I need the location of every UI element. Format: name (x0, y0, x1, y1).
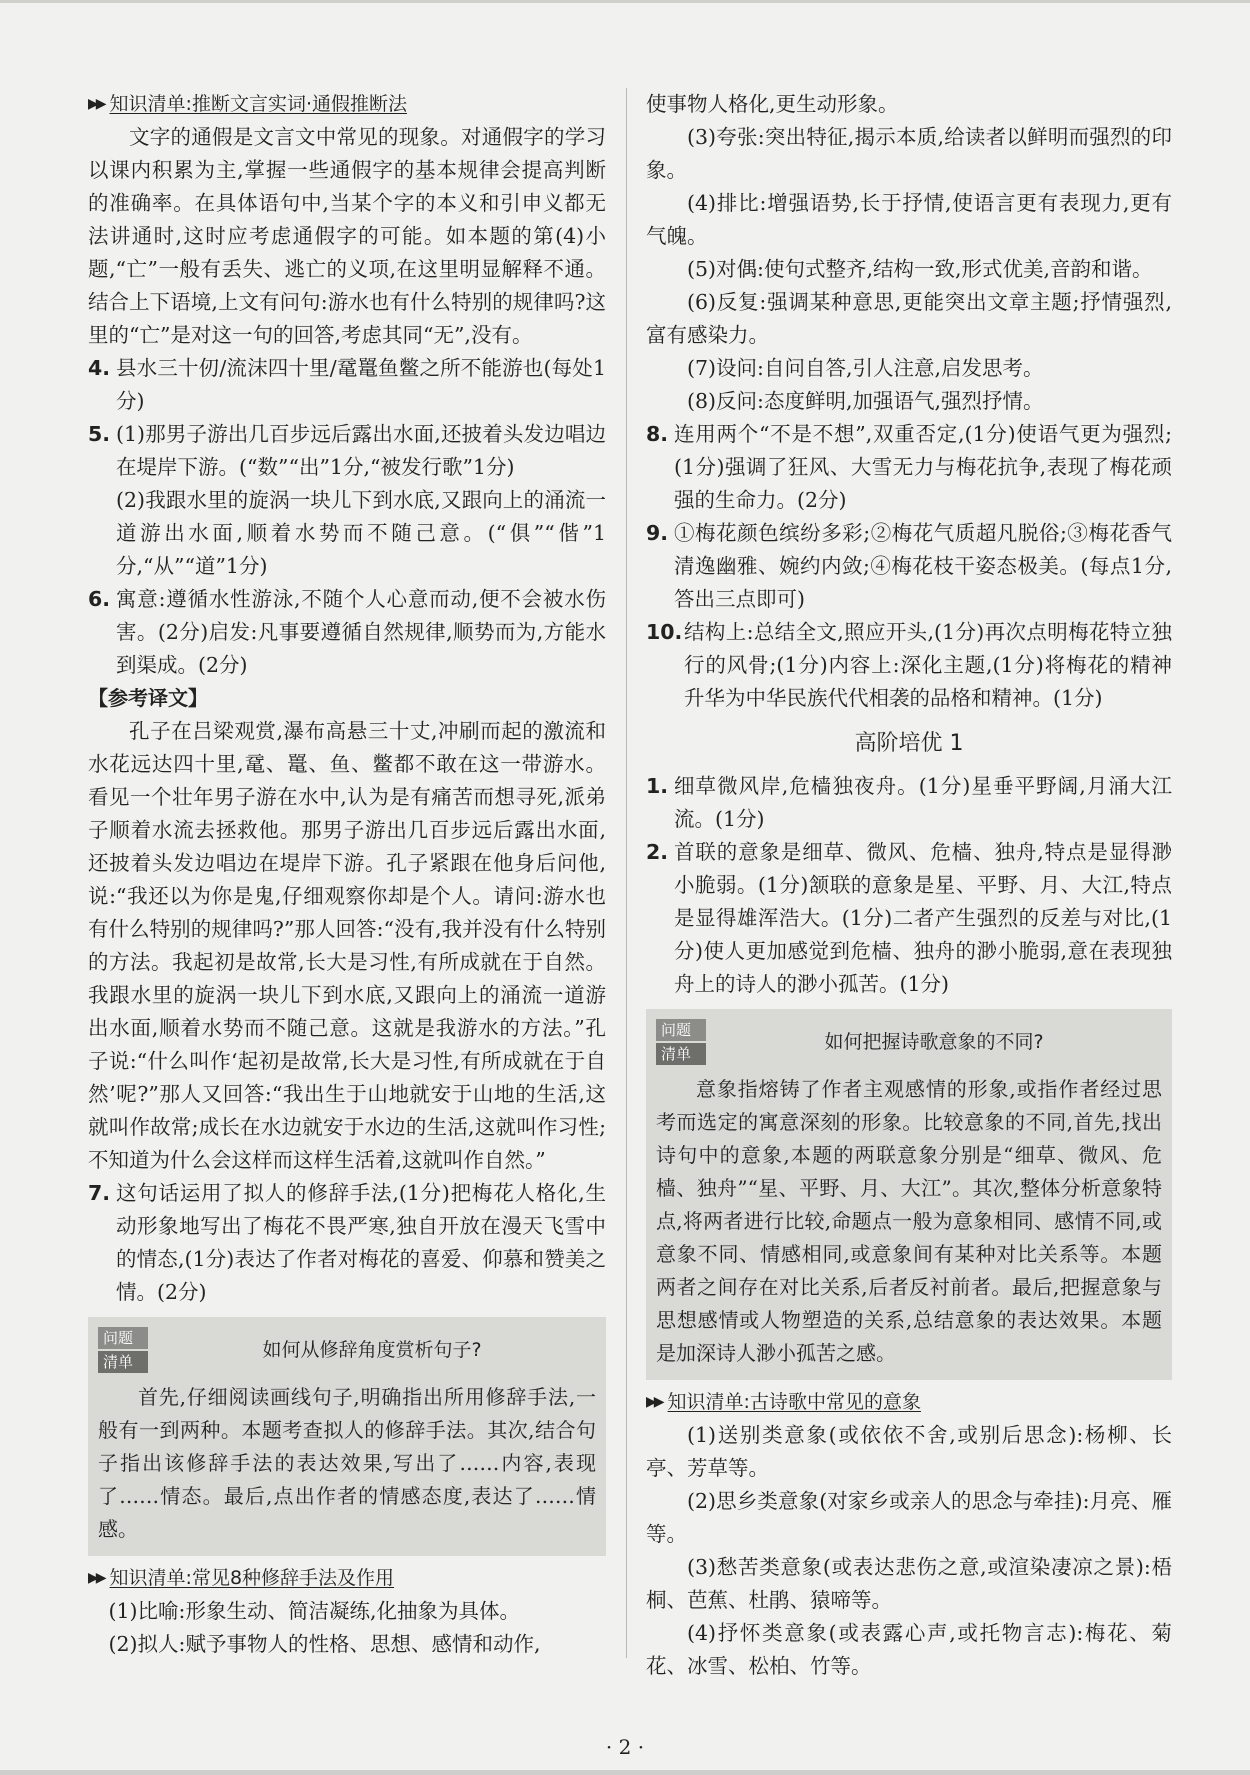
imagery-item-2: (2)思乡类意象(对家乡或亲人的思念与牵挂):月亮、雁等。 (646, 1489, 1172, 1546)
page-number: · 2 · (605, 1735, 645, 1759)
question-list-tag: 问题 清单 (656, 1017, 706, 1067)
knowledge-heading-tongjia: ▶▶ 知识清单:推断文言实词·通假推断法 (88, 88, 606, 121)
section-title: 高阶培优 1 (854, 731, 964, 756)
box-text: 意象指熔铸了作者主观感情的形象,或指作者经过思考而选定的寓意深刻的形象。比较意象的不同,首先,找出诗句中的意象,本题的两联意象分别是“细草、微风、危樯、独舟”“星、平野、月、大江”。其次,整体分析意象特点,将两者进行比较,命题点一般为意象相同、感情不同,或意象不同、情感相同,或意象间有某种对比关系等。本题两者之间存在对比关系,后者反衬前者。最后,把握意象与思想感情或人物塑造的关系,总结意象的表达效果。本题是加深诗人渺小孤苦之感。 (656, 1077, 1162, 1365)
box-title: 如何把握诗歌意象的不同? (824, 1030, 1044, 1053)
imagery-item-1: (1)送别类意象(或依依不舍,或别后思念):杨柳、长亭、芳草等。 (646, 1423, 1172, 1480)
rhetoric-item-3: (3)夸张:突出特征,揭示本质,给读者以鲜明而强烈的印象。 (646, 125, 1172, 182)
left-column (88, 88, 606, 1661)
rhetoric-item-8: (8)反问:态度鲜明,加强语气,强烈抒情。 (687, 389, 1044, 413)
question-list-box-imagery (646, 1009, 1172, 1380)
rhetoric-item-7: (7)设问:自问自答,引人注意,启发思考。 (687, 356, 1044, 380)
rhetoric-item-1: (1)比喻:形象生动、简洁凝练,化抽象为具体。 (108, 1599, 520, 1623)
answer-7: 7. 这句话运用了拟人的修辞手法,(1分)把梅花人格化,生动形象地写出了梅花不畏严寒,独自开放在漫天飞雪中的情态,(1分)表达了作者对梅花的喜爱、仰慕和赞美之情。(2分) (88, 1181, 606, 1304)
reference-translation-text: 孔子在吕梁观赏,瀑布高悬三十丈,冲刷而起的激流和水花远达四十里,鼋、鼍、鱼、鳖都不敢在这一带游水。看见一个壮年男子游在水中,认为是有痛苦而想寻死,派弟子顺着水流去拯救他。那男子游出几百步远后露出水面,还披着头发边唱边在堤岸下游。孔子紧跟在他身后问他,说:“我还以为你是鬼,仔细观察你却是个人。请问:游水也有什么特别的规律吗?”那人回答:“没有,我并没有什么特别的方法。我起初是故常,长大是习性,有所成就在于自然。我跟水里的旋涡一块儿下到水底,又跟向上的涌流一道游出水面,顺着水势而不随己意。这就是我游水的方法。”孔子说:“什么叫作‘起初是故常,长大是习性,有所成就在于自然’呢?”那人又回答:“我出生于山地就安于山地的生活,这就叫作故常;成长在水边就安于水边的生活,这就叫作习性;不知道为什么会这样而这样生活着,这就叫作自然。” (88, 719, 606, 1172)
imagery-item-4: (4)抒怀类意象(或表露心声,或托物言志):梅花、菊花、冰雪、松柏、竹等。 (646, 1621, 1172, 1678)
double-arrow-icon: ▶▶ (646, 1394, 662, 1410)
question-list-tag: 问题 清单 (98, 1325, 148, 1375)
rhetoric-item-6: (6)反复:强调某种意思,更能突出文章主题;抒情强烈,富有感染力。 (646, 290, 1172, 347)
answer-6: 6. 寓意:遵循水性游泳,不随个人心意而动,便不会被水伤害。(2分)启发:凡事要遵循自然规律,顺势而为,方能水到渠成。(2分) (88, 587, 606, 677)
bottom-edge (0, 1770, 1250, 1775)
reference-translation-heading: 【参考译文】 (88, 686, 208, 710)
box-title: 如何从修辞角度赏析句子? (262, 1338, 482, 1361)
tongjia-paragraph: 文字的通假是文言文中常见的现象。对通假字的学习以课内积累为主,掌握一些通假字的基本规律会提高判断的准确率。在具体语句中,当某个字的本义和引申义都无法讲通时,这时应考虑通假字的可能。如本题的第(4)小题,“亡”一般有丢失、逃亡的义项,在这里明显解释不通。结合上下语境,上文有问句:游水也有什么特别的规律吗?这里的“亡”是对这一句的回答,考虑其同“无”,没有。 (88, 125, 606, 347)
column-divider (626, 88, 627, 1658)
answer-8: 8. 连用两个“不是不想”,双重否定,(1分)使语气更为强烈;(1分)强调了狂风、大雪无力与梅花抗争,表现了梅花顽强的生命力。(2分) (646, 422, 1172, 512)
answer-5-part1: (1)那男子游出几百步远后露出水面,还披着头发边唱边在堤岸下游。(“数”“出”1分,“被发行歌”1分) (116, 422, 606, 479)
rhetoric-item-2-cont: 使事物人格化,更生动形象。 (646, 92, 899, 116)
rhetoric-item-2: (2)拟人:赋予事物人的性格、思想、感情和动作, (108, 1632, 541, 1656)
answer-5: 5. (1)那男子游出几百步远后露出水面,还披着头发边唱边在堤岸下游。(“数”“出”1分,“被发行歌”1分) (2)我跟水里的旋涡一块儿下到水底,又跟向上的涌流一道游出水面,顺着水势而不随己意。(“俱”“偕”1分,“从”“道”1分) (88, 418, 606, 583)
knowledge-heading-rhetoric: ▶▶ 知识清单:常见8种修辞手法及作用 (88, 1562, 606, 1595)
answer-9: 9. ①梅花颜色缤纷多彩;②梅花气质超凡脱俗;③梅花香气清逸幽雅、婉约内敛;④梅花枝干姿态极美。(每点1分,答出三点即可) (646, 521, 1172, 611)
answer-4: 4. 县水三十仞/流沫四十里/鼋鼍鱼鳖之所不能游也(每处1分) (88, 356, 606, 413)
answer-5-part2: (2)我跟水里的旋涡一块儿下到水底,又跟向上的涌流一道游出水面,顺着水势而不随己意。(“俱”“偕”1分,“从”“道”1分) (116, 488, 606, 578)
rhetoric-item-4: (4)排比:增强语势,长于抒情,使语言更有表现力,更有气魄。 (646, 191, 1172, 248)
right-column (646, 88, 1172, 1683)
double-arrow-icon: ▶▶ (88, 96, 104, 112)
advanced-answer-1: 1. 细草微风岸,危樯独夜舟。(1分)星垂平野阔,月涌大江流。(1分) (646, 774, 1172, 831)
question-list-box-rhetoric (88, 1317, 606, 1556)
double-arrow-icon: ▶▶ (88, 1570, 104, 1586)
answer-10: 10. 结构上:总结全文,照应开头,(1分)再次点明梅花特立独行的风骨;(1分)内容上:深化主题,(1分)将梅花的精神升华为中华民族代代相袭的品格和精神。(1分) (646, 620, 1172, 710)
imagery-item-3: (3)愁苦类意象(或表达悲伤之意,或渲染凄凉之景):梧桐、芭蕉、杜鹃、猿啼等。 (646, 1555, 1172, 1612)
knowledge-heading-imagery: ▶▶ 知识清单:古诗歌中常见的意象 (646, 1386, 1172, 1419)
box-text: 首先,仔细阅读画线句子,明确指出所用修辞手法,一般有一到两种。本题考查拟人的修辞手法。其次,结合句子指出该修辞手法的表达效果,写出了……内容,表现了……情态。最后,点出作者的情感态度,表达了……情感。 (98, 1385, 596, 1541)
rhetoric-item-5: (5)对偶:使句式整齐,结构一致,形式优美,音韵和谐。 (687, 257, 1153, 281)
top-edge (0, 0, 1250, 3)
advanced-answer-2: 2. 首联的意象是细草、微风、危樯、独舟,特点是显得渺小脆弱。(1分)颔联的意象是星、平野、月、大江,特点是显得雄浑浩大。(1分)二者产生强烈的反差与对比,(1分)使人更加感觉到危樯、独舟的渺小脆弱,意在表现独舟上的诗人的渺小孤苦。(1分) (646, 840, 1172, 996)
